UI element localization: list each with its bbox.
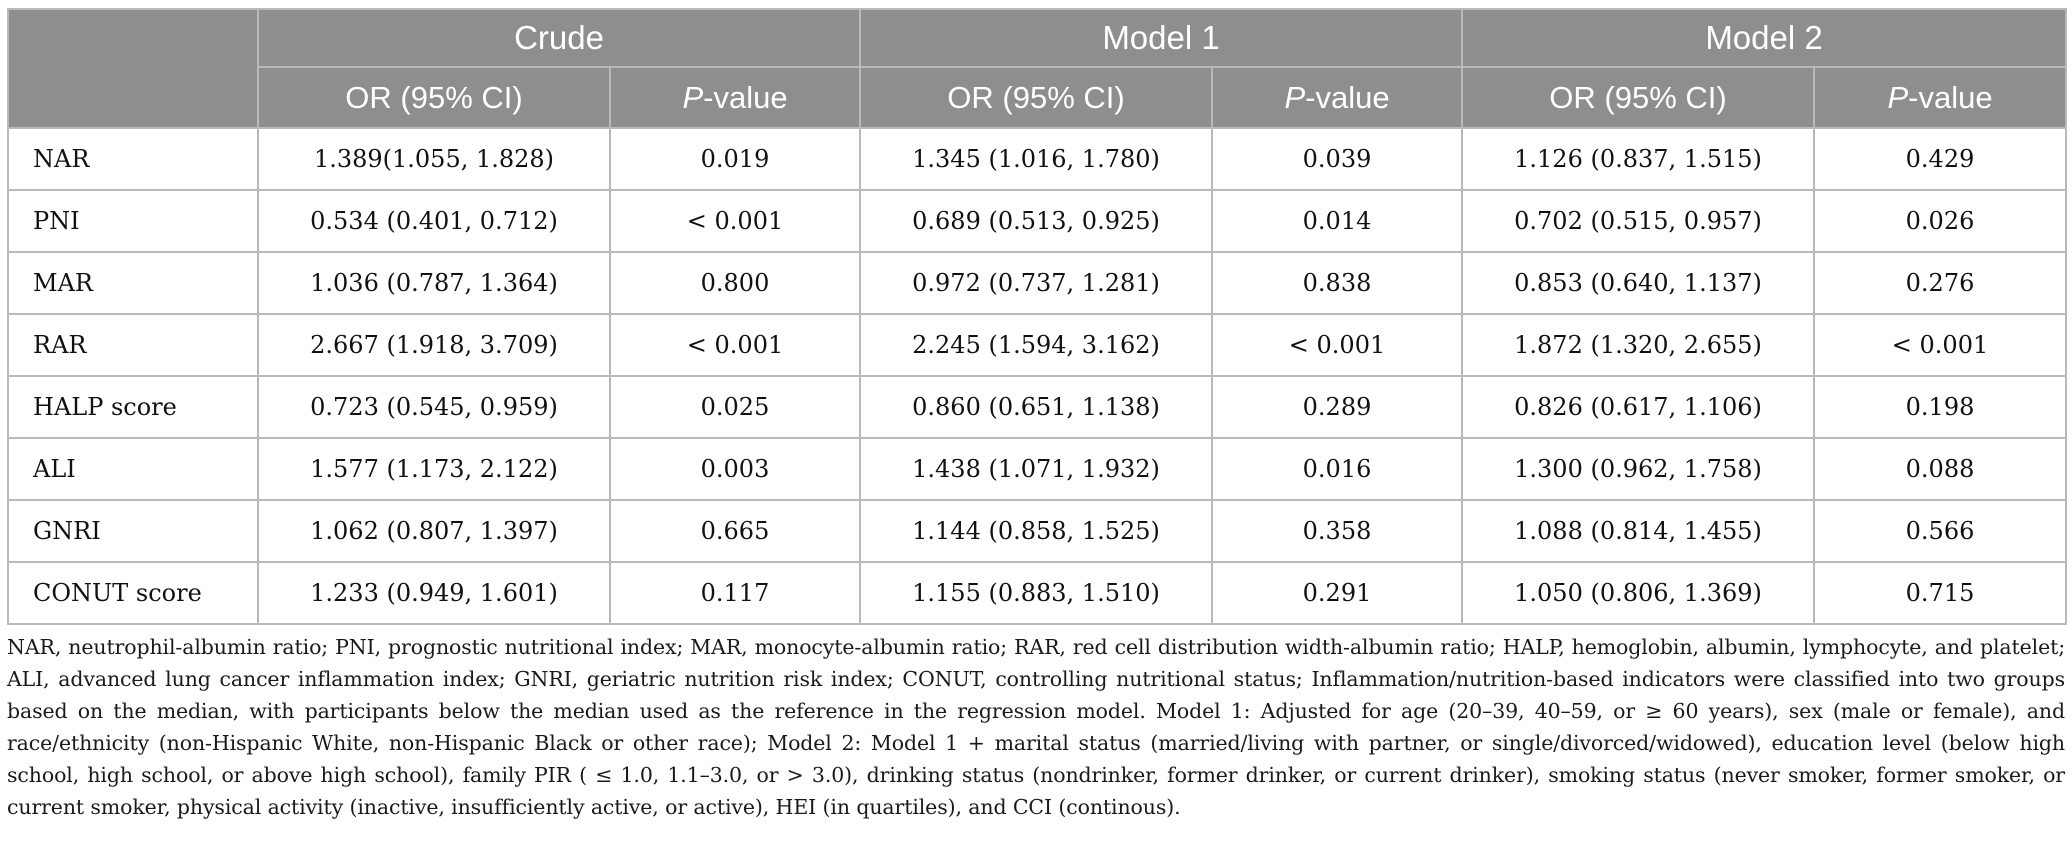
row-label: HALP score (8, 376, 258, 438)
crude-p-cell: 0.025 (610, 376, 860, 438)
model2-p-cell: 0.198 (1814, 376, 2066, 438)
model2-p-cell: < 0.001 (1814, 314, 2066, 376)
row-label: NAR (8, 128, 258, 190)
model2-or-cell: 1.088 (0.814, 1.455) (1462, 500, 1814, 562)
model2-or-cell: 0.826 (0.617, 1.106) (1462, 376, 1814, 438)
model2-or-cell: 0.702 (0.515, 0.957) (1462, 190, 1814, 252)
p-suffix-label: -value (1305, 79, 1390, 115)
table-row-conut-score (8, 562, 2066, 624)
crude-or-cell: 0.534 (0.401, 0.712) (258, 190, 610, 252)
p-italic-label: P (1284, 79, 1306, 115)
p-italic-label: P (682, 79, 704, 115)
crude-or-cell: 1.062 (0.807, 1.397) (258, 500, 610, 562)
column-header-or: OR (95% CI) (1462, 67, 1814, 128)
row-label: ALI (8, 438, 258, 500)
row-label: PNI (8, 190, 258, 252)
column-header-p-value (1212, 67, 1462, 128)
table-row-rar (8, 314, 2066, 376)
crude-or-cell: 1.233 (0.949, 1.601) (258, 562, 610, 624)
crude-p-cell: < 0.001 (610, 190, 860, 252)
column-header-row (8, 67, 2066, 128)
model2-or-cell: 1.126 (0.837, 1.515) (1462, 128, 1814, 190)
model1-or-cell: 1.144 (0.858, 1.525) (860, 500, 1212, 562)
crude-p-cell: 0.665 (610, 500, 860, 562)
model1-or-cell: 2.245 (1.594, 3.162) (860, 314, 1212, 376)
crude-or-cell: 1.389(1.055, 1.828) (258, 128, 610, 190)
crude-p-cell: 0.117 (610, 562, 860, 624)
row-label: MAR (8, 252, 258, 314)
group-header-crude: Crude (258, 9, 860, 67)
table-footnote: NAR, neutrophil-albumin ratio; PNI, prognostic nutritional index; MAR, monocyte-albumin ratio; RAR, red cell distribution width-albumin ratio; HALP, hemoglobin, albumin, lymphocyte, and platelet; ALI, advanced lung cancer inflammation index; GNRI, geriatric nutrition risk index; CONUT, controlling nutritional status; Inflammation/nutrition-based indicators were classified into two groups based on the median, with participants below the median used as the reference in the regression model. Model 1: Adjusted for age (20–39, 40–59, or ≥ 60 years), sex (male or female), and race/ethnicity (non-Hispanic White, non-Hispanic Black or other race); Model 2: Model 1 + marital status (married/living with partner, or single/divorced/widowed), education level (below high school, high school, or above high school), family PIR ( ≤ 1.0, 1.1–3.0, or > 3.0), drinking status (nondrinker, former drinker, or current drinker), smoking status (never smoker, former smoker, or current smoker, physical activity (inactive, insufficiently active, or active), HEI (in quartiles), and CCI (continous). (7, 635, 2065, 819)
model1-or-cell: 1.155 (0.883, 1.510) (860, 562, 1212, 624)
column-header-p-value (610, 67, 860, 128)
crude-or-cell: 1.577 (1.173, 2.122) (258, 438, 610, 500)
row-label: CONUT score (8, 562, 258, 624)
model2-p-cell: 0.566 (1814, 500, 2066, 562)
model2-p-cell: 0.715 (1814, 562, 2066, 624)
model1-p-cell: 0.358 (1212, 500, 1462, 562)
model1-p-cell: 0.039 (1212, 128, 1462, 190)
model1-p-cell: 0.291 (1212, 562, 1462, 624)
model2-p-cell: 0.276 (1814, 252, 2066, 314)
model1-or-cell: 0.972 (0.737, 1.281) (860, 252, 1212, 314)
table-row-ali (8, 438, 2066, 500)
column-header-or: OR (95% CI) (258, 67, 610, 128)
model2-p-cell: 0.429 (1814, 128, 2066, 190)
model1-p-cell: 0.014 (1212, 190, 1462, 252)
table-row-nar (8, 128, 2066, 190)
model1-or-cell: 0.860 (0.651, 1.138) (860, 376, 1212, 438)
group-header-row (8, 9, 2066, 67)
table-row-pni (8, 190, 2066, 252)
row-label: GNRI (8, 500, 258, 562)
p-suffix-label: -value (1908, 79, 1993, 115)
crude-p-cell: < 0.001 (610, 314, 860, 376)
model1-p-cell: 0.289 (1212, 376, 1462, 438)
model1-p-cell: < 0.001 (1212, 314, 1462, 376)
p-italic-label: P (1887, 79, 1909, 115)
table-row-halp-score (8, 376, 2066, 438)
model1-p-cell: 0.838 (1212, 252, 1462, 314)
model2-or-cell: 1.872 (1.320, 2.655) (1462, 314, 1814, 376)
p-suffix-label: -value (703, 79, 788, 115)
crude-p-cell: 0.019 (610, 128, 860, 190)
model2-or-cell: 1.050 (0.806, 1.369) (1462, 562, 1814, 624)
model1-or-cell: 1.345 (1.016, 1.780) (860, 128, 1212, 190)
column-header-or: OR (95% CI) (860, 67, 1212, 128)
crude-p-cell: 0.003 (610, 438, 860, 500)
model2-or-cell: 0.853 (0.640, 1.137) (1462, 252, 1814, 314)
crude-or-cell: 2.667 (1.918, 3.709) (258, 314, 610, 376)
regression-results-table (7, 8, 2067, 625)
row-label: RAR (8, 314, 258, 376)
results-table-container (7, 8, 2065, 625)
model1-p-cell: 0.016 (1212, 438, 1462, 500)
group-header-model-1: Model 1 (860, 9, 1462, 67)
model2-p-cell: 0.026 (1814, 190, 2066, 252)
table-row-mar (8, 252, 2066, 314)
model1-or-cell: 0.689 (0.513, 0.925) (860, 190, 1212, 252)
model2-or-cell: 1.300 (0.962, 1.758) (1462, 438, 1814, 500)
model1-or-cell: 1.438 (1.071, 1.932) (860, 438, 1212, 500)
row-label-header (8, 9, 258, 128)
table-row-gnri (8, 500, 2066, 562)
group-header-model-2: Model 2 (1462, 9, 2066, 67)
column-header-p-value (1814, 67, 2066, 128)
crude-p-cell: 0.800 (610, 252, 860, 314)
crude-or-cell: 0.723 (0.545, 0.959) (258, 376, 610, 438)
crude-or-cell: 1.036 (0.787, 1.364) (258, 252, 610, 314)
model2-p-cell: 0.088 (1814, 438, 2066, 500)
